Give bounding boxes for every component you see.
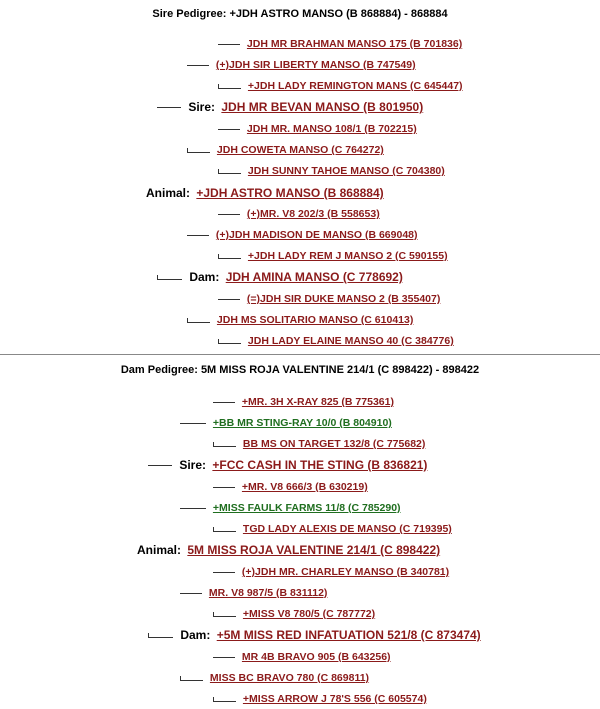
pedigree-link[interactable]: +BB MR STING-RAY 10/0 (B 804910): [212, 417, 392, 429]
pedigree-link[interactable]: TGD LADY ALEXIS DE MANSO (C 719395): [242, 523, 452, 535]
dam-gen2-row-2: [180, 502, 401, 514]
pedigree-link[interactable]: JDH MR BRAHMAN MANSO 175 (B 701836): [246, 38, 463, 50]
tree-connector: [218, 129, 240, 130]
tree-connector: [180, 676, 203, 681]
tree-connector: [187, 148, 210, 153]
pedigree-link[interactable]: (+)MR. V8 202/3 (B 558653): [246, 208, 380, 220]
tree-connector: [213, 572, 235, 573]
pedigree-link[interactable]: (+)JDH MR. CHARLEY MANSO (B 340781): [241, 566, 450, 578]
dam-gen3-row-4: [213, 523, 452, 535]
sire-gen2-row-1: [187, 59, 416, 71]
dam-gen3-row-6: [213, 608, 375, 620]
sire-gen2-row-2: [187, 144, 384, 156]
tree-connector: [157, 107, 181, 108]
pedigree-link[interactable]: +MISS V8 780/5 (C 787772): [242, 608, 376, 620]
pedigree-link[interactable]: +MISS ARROW J 78'S 556 (C 605574): [242, 693, 427, 705]
dam-gen3-row-7: [213, 651, 391, 663]
sire-gen3-row-6: [218, 250, 448, 262]
dam-gen2-row-1: [180, 417, 392, 429]
tree-connector: [148, 465, 172, 466]
tree-connector: [218, 299, 240, 300]
sire-gen2-row-4: [187, 314, 413, 326]
relation-label: Animal:: [146, 186, 191, 200]
sire-gen3-row-2: [218, 80, 463, 92]
tree-connector: [218, 44, 240, 45]
sire-parent-row: [157, 100, 423, 114]
pedigree-link[interactable]: +JDH ASTRO MANSO (B 868884): [196, 186, 384, 200]
pedigree-link[interactable]: JDH AMINA MANSO (C 778692): [225, 270, 403, 284]
dam-gen3-row-3: [213, 481, 368, 493]
pedigree-link[interactable]: JDH MR BEVAN MANSO (B 801950): [221, 100, 424, 114]
tree-connector: [218, 169, 241, 174]
sire-gen3-row-5: [218, 208, 380, 220]
relation-label: Sire:: [188, 100, 216, 114]
pedigree-link[interactable]: +JDH LADY REMINGTON MANS (C 645447): [247, 80, 463, 92]
pedigree-link[interactable]: (=)JDH SIR DUKE MANSO 2 (B 355407): [246, 293, 441, 305]
sire-dam-row: [157, 270, 403, 284]
relation-label: Sire:: [179, 458, 207, 472]
pedigree-link[interactable]: JDH COWETA MANSO (C 764272): [216, 144, 384, 156]
sire-pedigree-title: Sire Pedigree: +JDH ASTRO MANSO (B 868884) - 868884: [152, 8, 448, 20]
tree-connector: [148, 633, 173, 638]
pedigree-link[interactable]: JDH LADY ELAINE MANSO 40 (C 384776): [247, 335, 454, 347]
tree-connector: [157, 275, 182, 280]
pedigree-link[interactable]: JDH SUNNY TAHOE MANSO (C 704380): [247, 165, 445, 177]
sire-gen2-row-3: [187, 229, 418, 241]
dam-dam-row: [148, 628, 481, 642]
tree-connector: [218, 339, 241, 344]
pedigree-link[interactable]: BB MS ON TARGET 132/8 (C 775682): [242, 438, 426, 450]
pedigree-link[interactable]: JDH MS SOLITARIO MANSO (C 610413): [216, 314, 414, 326]
tree-connector: [213, 442, 236, 447]
dam-pedigree-title: Dam Pedigree: 5M MISS ROJA VALENTINE 214/1 (C 898422) - 898422: [120, 364, 480, 376]
pedigree-link[interactable]: (+)JDH MADISON DE MANSO (B 669048): [215, 229, 418, 241]
sire-gen3-row-8: [218, 335, 454, 347]
tree-connector: [180, 508, 206, 509]
pedigree-link[interactable]: +JDH LADY REM J MANSO 2 (C 590155): [247, 250, 448, 262]
tree-connector: [218, 84, 241, 89]
dam-gen2-row-4: [180, 672, 369, 684]
sire-gen3-row-7: [218, 293, 440, 305]
pedigree-link[interactable]: MR 4B BRAVO 905 (B 643256): [241, 651, 391, 663]
dam-gen3-row-2: [213, 438, 425, 450]
tree-connector: [213, 527, 236, 532]
pedigree-link[interactable]: +5M MISS RED INFATUATION 521/8 (C 873474): [216, 628, 481, 642]
relation-label: Dam:: [189, 270, 220, 284]
tree-connector: [213, 612, 236, 617]
dam-gen3-row-8: [213, 693, 427, 705]
tree-connector: [213, 487, 235, 488]
pedigree-link[interactable]: +MR. 3H X-RAY 825 (B 775361): [241, 396, 394, 408]
pedigree-link[interactable]: MR. V8 987/5 (B 831112): [208, 587, 328, 599]
pedigree-link[interactable]: JDH MR. MANSO 108/1 (B 702215): [246, 123, 417, 135]
tree-connector: [213, 657, 235, 658]
pedigree-link[interactable]: +FCC CASH IN THE STING (B 836821): [212, 458, 428, 472]
sire-animal-row: [146, 186, 384, 200]
dam-sire-row: [148, 458, 427, 472]
tree-connector: [218, 254, 241, 259]
dam-gen3-row-1: [213, 396, 394, 408]
tree-connector: [187, 65, 209, 66]
tree-connector: [213, 402, 235, 403]
pedigree-link[interactable]: 5M MISS ROJA VALENTINE 214/1 (C 898422): [187, 543, 441, 557]
pedigree-link[interactable]: (+)JDH SIR LIBERTY MANSO (B 747549): [215, 59, 416, 71]
dam-animal-row: [137, 543, 440, 557]
dam-gen2-row-3: [180, 587, 327, 599]
sire-gen3-row-3: [218, 123, 417, 135]
tree-connector: [180, 423, 206, 424]
sire-gen3-row-4: [218, 165, 445, 177]
dam-gen3-row-5: [213, 566, 449, 578]
sire-gen3-row-1: [218, 38, 462, 50]
relation-label: Dam:: [180, 628, 211, 642]
pedigree-link[interactable]: +MR. V8 666/3 (B 630219): [241, 481, 368, 493]
tree-connector: [218, 214, 240, 215]
pedigree-link[interactable]: MISS BC BRAVO 780 (C 869811): [209, 672, 370, 684]
relation-label: Animal:: [137, 543, 182, 557]
tree-connector: [213, 697, 236, 702]
tree-connector: [187, 318, 210, 323]
tree-connector: [180, 593, 202, 594]
section-divider: [0, 354, 600, 355]
pedigree-link[interactable]: +MISS FAULK FARMS 11/8 (C 785290): [212, 502, 401, 514]
tree-connector: [187, 235, 209, 236]
